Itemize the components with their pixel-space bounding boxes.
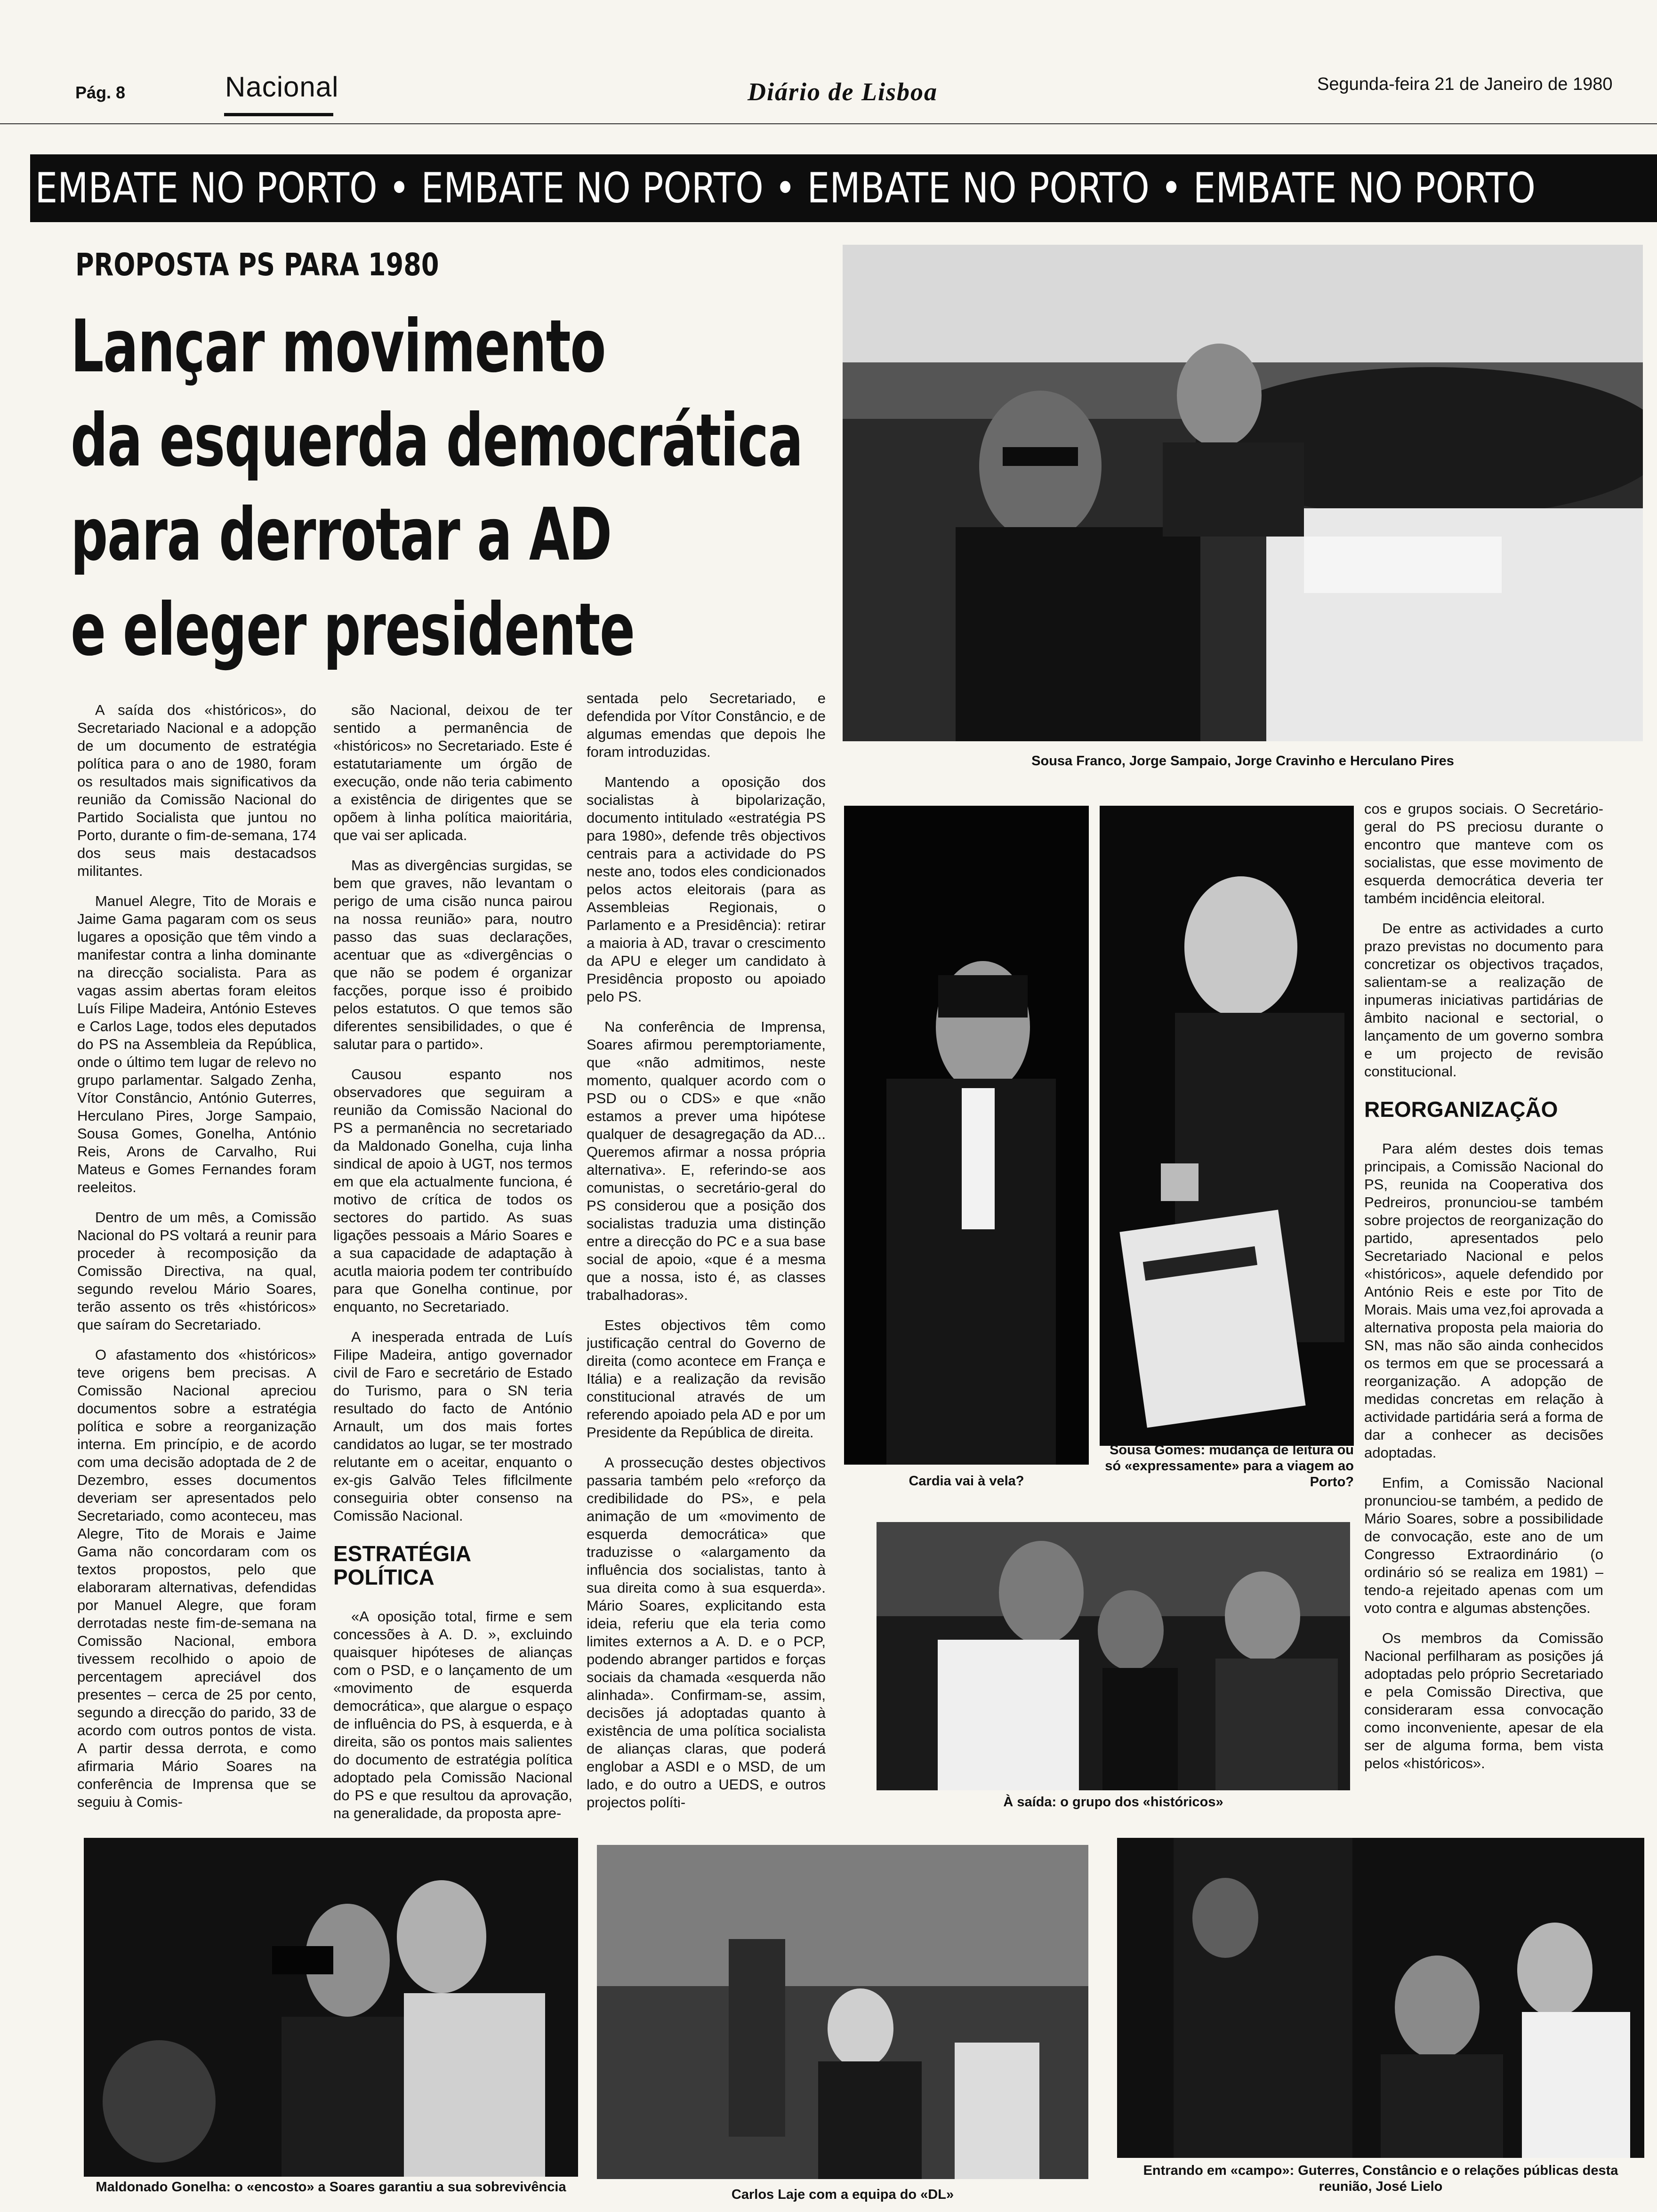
paragraph: Mantendo a oposição dos socialistas à bipolarização, documento intitulado «estratégia PS para 1980», defende três objectivos centrais para a actividade do PS neste ano, todos eles condicionados pelos actos eleitorais (para as Assembleias Regionais, o Parlamento e a Presidência): retirar a maioria à AD, travar o crescimento da APU e eleger um candidato à Presidência proposto ou apoiado pelo PS. [587,774,826,1005]
headline-line-2: da esquerda democrática [71,399,803,483]
paragraph: Causou espanto nos observadores que seguiram a reunião da Comissão Nacional do PS a permanência no secretariado da Maldonado Gonelha, cuja linha sindical de apoio à UGT, nos termos em que ela actualmente funciona, é motivo de crítica de todos os sectores do partido. As suas ligações pessoais a Mário Soares e a sua capacidade de adaptação à acutla maioria podem ter contribuído para que Gonelha continue, por enquanto, no Secretariado. [333,1066,572,1315]
headline-line-1: Lançar movimento [71,305,606,389]
article-column-2 [333,701,572,1831]
paragraph: cos e grupos sociais. O Secretário-geral do PS preciosu durante o encontro que manteve com os socialistas, que esse movimento de esquerda democrática deveria ter também incidência eleitoral. [1364,801,1603,906]
paragraph: Os membros da Comissão Nacional perfilharam as posições já adoptadas pelo próprio Secretariado e pela Comissão Directiva, que consideraram essa convocação como inconveniente, apesar de ela ser de alguma forma, bem vista pelos «históricos». [1364,1630,1603,1771]
caption-entrando-campo: Entrando em «campo»: Guterres, Constâncio e o relações públicas desta reunião, José Lielo [1143,2163,1618,2194]
embate-banner [30,154,1657,222]
photo-cardia [844,806,1089,1465]
subhead-reorganizacao: REORGANIZAÇÃO [1364,1097,1558,1122]
paragraph: A saída dos «históricos», do Secretariado Nacional e a adopção de um documento de estratégia política para o ano de 1980, foram os resultados mais significativos da reunião da Comissão Nacional do Partido Socialista que juntou no Porto, durante o fim-de-semana, 174 dos seus mais destacadsos militantes. [77,702,316,879]
paragraph: Manuel Alegre, Tito de Morais e Jaime Gama pagaram com os seus lugares a oposição que têm vindo a manifestar contra a linha dominante na direcção socialista. Para as vagas assim abertas foram eleitos Luís Filipe Madeira, António Esteves e Carlos Lage, todos eles deputados do PS na Assembleia da República, onde o último tem lugar de relevo no grupo parlamentar. Salgado Zenha, Vítor Constâncio, António Guterres, Herculano Pires, Jorge Sampaio, Sousa Gomes, Gonelha, António Reis, Arons de Carvalho, Rui Mateus e Gomes Fernandes foram reeleitos. [77,893,316,1195]
caption-top-photo: Sousa Franco, Jorge Sampaio, Jorge Cravinho e Herculano Pires [1031,753,1454,769]
paragraph: A prossecução destes objectivos passaria também pelo «reforço da credibilidade do PS», e pela animação de um «movimento de esquerda democrática» que traduzisse o «alargamento da influência dos socialistas, tanto à sua direita como à sua esquerda». Mário Soares, explicitando esta ideia, referiu que ela teria como limites externos a A. D. e o PCP, podendo abranger partidos e forças sociais da chamada «esquerda não alinhada». Confirmam-se, assim, decisões já adoptadas quanto à existência de uma política socialista de alianças claras, que poderá englobar a ASDI e o MSD, de um lado, e do outro a UEDS, e outros projectos políti- [587,1454,826,1811]
paragraph: «A oposição total, firme e sem concessões à A. D. », excluindo quaisquer hipóteses de alianças com o PSD, e o lançamento de um «movimento de esquerda democrática», que alargue o espaço de influência do PS, à esquerda, e à direita, são os pontos mais salientes do documento de estratégia política adoptado pela Comissão Nacional do PS e que resultou da aprovação, na generalidade, da proposta apre- [333,1608,572,1821]
photo-meeting [843,245,1643,741]
caption-sousa-gomes: Sousa Gomes: mudança de leitura ou só «expressamente» para a viagem ao Porto? [1105,1443,1354,1490]
newspaper-name: Diário de Lisboa [748,78,938,106]
issue-date: Segunda-feira 21 de Janeiro de 1980 [1317,74,1613,94]
subhead-estrategia: ESTRATÉGIA POLÍTICA [333,1541,472,1589]
header-rule [0,123,1657,124]
paragraph: Na conferência de Imprensa, Soares afirmou peremptoriamente, que «não admitimos, neste momento, qualquer acordo com o PSD ou o CDS» e que «não estamos a prever uma hipótese qualquer de desagregação da AD... Queremos afirmar a nossa própria alternativa». E, referindo-se aos comunistas, o secretário-geral do PS considerou que a posição dos socialistas traduzia uma distinção entre a direcção do PC e a sua base social de apoio, «que é a mesma que a nossa, isto é, as classes trabalhadoras». [587,1018,826,1303]
caption-gonelha: Maldonado Gonelha: o «encosto» a Soares garantiu a sua sobrevivência [96,2180,566,2195]
paragraph: A inesperada entrada de Luís Filipe Madeira, antigo governador civil de Faro e secretário de Estado do Turismo, para o SN teria resultado do facto de António Arnault, um dos mais fortes candidatos ao lugar, se ter mostrado relutante em o aceitar, enquanto o ex-gis Galvão Teles fiflcilmente conseguiria obter consenso na Comissão Nacional. [333,1329,572,1524]
paragraph: O afastamento dos «históricos» teve origens bem precisas. A Comissão Nacional apreciou documentos sobre a estratégia política e sobre a reorganização interna. Em princípio, e de acordo com uma decisão adoptada de 2 de Dezembro, esses documentos deveriam ser apresentados pelo Secretariado, como aconteceu, mas Alegre, Tito de Morais e Jaime Gama não concordaram com os textos propostos, pelo que elaboraram alternativas, defendidas por Manuel Alegre, que foram derrotadas neste fim-de-semana na Comissão Nacional, embora tivessem recolhido o apoio de percentagem apreciável dos presentes – cerca de 25 por cento, segundo a direcção do parido, 33 de acordo com outros pontos de vista. A partir dessa derrota, e como afirmaria Mário Soares na conferência de Imprensa que se seguiu à Comis- [77,1346,316,1810]
section-underline [224,113,333,116]
caption-cardia: Cardia vai à vela? [909,1474,1024,1489]
article-column-3 [587,689,826,1831]
headline-line-4: e eleger presidente [71,588,635,672]
article-column-1 [77,701,316,1831]
paragraph: são Nacional, deixou de ter sentido a permanência de «históricos» no Secretariado. Este é estatutariamente um órgão de execução, onde não teria cabimento a existência de dirigentes que se opõem à linha política maioritária, que vai ser aplicada. [333,702,572,843]
photo-carlos-lage [597,1845,1088,2179]
photo-entrando-campo [1117,1838,1644,2158]
photo-sousa-gomes [1100,806,1354,1446]
paragraph: Para além destes dois temas principais, a Comissão Nacional do PS, reunida na Cooperativa dos Pedreiros, pronunciou-se também sobre projectos de reorganização do partido, apresentados pelo Secretariado Nacional e pelos «históricos», aquele defendido por António Reis e este por Tito de Morais. Mais uma vez,foi aprovada a alternativa proposta pela maioria do SN, mas não são ainda conhecidos os termos em que se processará a reorganização. A adopção de medidas concretas em relação à actividade partidária será a forma de dar a conhecer as decisões adoptadas. [1364,1140,1603,1461]
paragraph: sentada pelo Secretariado, e defendida por Vítor Constâncio, e de algumas emendas que depois lhe foram introduzidas. [587,690,826,760]
paragraph: Mas as divergências surgidas, se bem que graves, não levantam o perigo de uma cisão nunca pairou na nossa reunião» para, noutro passo das suas declarações, acentuar que as «divergências o que não se podem é organizar facções, porque isso é proibido pelos estatutos. O que temos são diferentes sensibilidades, o que é salutar para o partido». [333,857,572,1052]
kicker: PROPOSTA PS PARA 1980 [75,247,439,283]
paragraph: Enfim, a Comissão Nacional pronunciou-se também, a pedido de Mário Soares, sobre a possibilidade de convocação, este ano de um Congresso Extraordinário (o ordinário só se realiza em 1981) – tendo-a rejeitado apenas com um voto contra e algumas abstenções. [1364,1475,1603,1616]
paragraph: Estes objectivos têm como justificação central do Governo de direita (como acontece em França e Itália) e a realização da revisão constitucional através de um referendo apoiado pela AD e por um Presidente da República de direita. [587,1317,826,1441]
photo-historicos [877,1522,1350,1790]
caption-carlos-lage: Carlos Laje com a equipa do «DL» [731,2187,954,2202]
photo-gonelha [84,1838,578,2177]
caption-historicos: À saída: o grupo dos «históricos» [1003,1795,1223,1810]
article-column-4 [1364,800,1603,1835]
section-title: Nacional [225,71,339,103]
headline-line-3: para derrotar a AD [71,493,611,577]
banner-text: EMBATE NO PORTO • EMBATE NO PORTO • EMBATE NO PORTO • EMBATE NO PORTO [35,164,1536,212]
page-number: Pág. 8 [75,83,126,102]
paragraph: De entre as actividades a curto prazo previstas no documento para concretizar os objectivos traçados, salientam-se a realização de inpumeras iniciativas partidárias de âmbito nacional e sectorial, o lançamento de um governo sombra e um projecto de revisão constitucional. [1364,920,1603,1080]
paragraph: Dentro de um mês, a Comissão Nacional do PS voltará a reunir para proceder à recomposição da Comissão Directiva, na qual, segundo revelou Mário Soares, terão assento os três «históricos» que saíram do Secretariado. [77,1209,316,1333]
